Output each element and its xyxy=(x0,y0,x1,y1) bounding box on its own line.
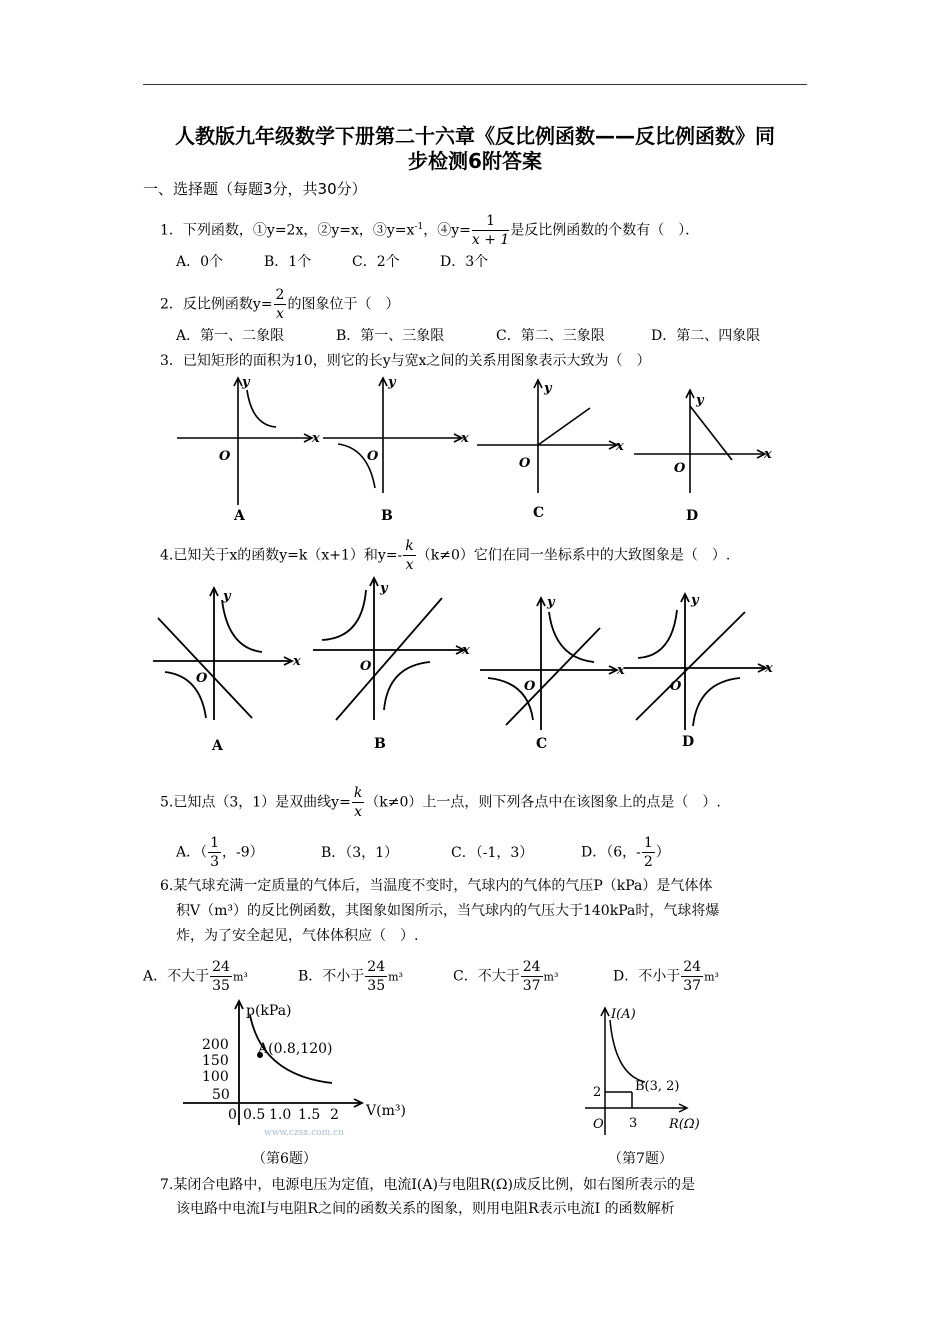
q6a-fraction xyxy=(210,958,232,995)
q7-origin: O xyxy=(593,1117,604,1132)
q5-frac-den: x xyxy=(354,804,362,820)
q4-frac-num: k xyxy=(405,538,414,554)
question-5 xyxy=(160,784,721,821)
q2-option-a: A．第一、二象限 xyxy=(176,328,285,344)
question-3: 3．已知矩形的面积为10，则它的长y与宽x之间的关系用图象表示大致为（ ） xyxy=(160,353,651,369)
q4d-line xyxy=(636,612,745,720)
q6c-pre: C．不大于 xyxy=(453,968,520,985)
q5-option-d xyxy=(581,834,670,871)
q5-options xyxy=(176,834,670,871)
q5-fraction xyxy=(352,784,364,821)
q2-end: 的图象位于（ ） xyxy=(287,296,400,313)
q4d-origin: O xyxy=(670,679,682,694)
q4b-curve-2 xyxy=(384,662,430,710)
q2-option-c: C．第二、三象限 xyxy=(496,328,605,344)
q5d-pre: D．（6，- xyxy=(581,844,641,861)
q4d-curve-1 xyxy=(638,610,677,658)
q6b-unit: m³ xyxy=(388,970,403,984)
q4c-y-label: y xyxy=(547,595,555,610)
q6d-pre: D．不小于 xyxy=(613,968,681,985)
q4b-y-label: y xyxy=(380,581,388,596)
q6-line-2: 积V（m³）的反比例函数，其图象如图所示，当气球内的气压大于140kPa时，气球将爆 xyxy=(176,903,720,919)
q6-y-label: p(kPa) xyxy=(246,1003,292,1019)
q6b-pre: B．不小于 xyxy=(298,968,365,985)
q7-caption: （第7题） xyxy=(608,1151,673,1167)
title-line-1: 人教版九年级数学下册第二十六章《反比例函数——反比例函数》同 xyxy=(175,124,775,148)
q4a-line xyxy=(158,618,252,718)
q4-graph-b xyxy=(313,578,464,720)
q7-ytick: 2 xyxy=(593,1085,602,1100)
q4-label-a: A xyxy=(212,738,223,754)
q7-line-1: 7.某闭合电路中，电源电压为定值，电流I(A)与电阻R(Ω)成反比例，如右图所表示的是 xyxy=(160,1177,695,1193)
q3d-x-label: x xyxy=(764,447,772,462)
q7-line-2: 该电路中电流I与电阻R之间的函数关系的图象，则用电阻R表示电流I 的函数解析 xyxy=(176,1201,675,1217)
q7-y-label: I(A) xyxy=(611,1007,636,1022)
q4d-y-label: y xyxy=(691,593,699,608)
q3-graph-c xyxy=(477,380,617,493)
q4-label-c: C xyxy=(536,736,548,752)
q3-label-d: D xyxy=(686,508,699,524)
q6-watermark: www.czsx.com.cn xyxy=(264,1128,344,1138)
q4c-origin: O xyxy=(524,679,536,694)
q2-options xyxy=(176,326,760,346)
q4a-curve-1 xyxy=(222,600,262,652)
q6b-fraction xyxy=(365,958,387,995)
q4d-x-label: x xyxy=(765,661,773,676)
q3a-curve xyxy=(247,390,276,427)
q6a-den: 35 xyxy=(212,978,230,994)
q1-option-d: D．3个 xyxy=(440,254,489,270)
q4d-curve-2 xyxy=(693,678,740,726)
q4-label-d: D xyxy=(682,734,695,750)
q4-fraction xyxy=(403,537,415,574)
q6-option-a xyxy=(143,958,298,995)
q7-graph xyxy=(585,1000,745,1140)
q5-option-b: B．（3，1） xyxy=(321,844,399,861)
q2-frac-den: x xyxy=(276,306,284,322)
q2-option-d: D．第二、四象限 xyxy=(651,328,761,344)
q6c-fraction xyxy=(521,958,543,995)
q3d-line xyxy=(690,406,732,460)
q6-x-label: V(m³) xyxy=(366,1103,406,1119)
q1-option-b: B．1个 xyxy=(264,254,312,270)
q4c-x-label: x xyxy=(617,663,625,678)
q7-xtick: 3 xyxy=(629,1116,638,1131)
q6-point-label: A(0.8,120) xyxy=(258,1041,333,1057)
q4-text: 4.已知关于x的函数y=k（x+1）和y=- xyxy=(160,547,403,564)
page-title xyxy=(143,124,807,174)
q6-caption: （第6题） xyxy=(252,1151,317,1167)
question-4 xyxy=(160,537,730,574)
q4-graph-d xyxy=(624,594,766,730)
q4c-curve-1 xyxy=(549,612,594,662)
q3c-line xyxy=(538,408,590,445)
q6b-num: 24 xyxy=(367,959,386,975)
q6-xtick-15: 1.5 xyxy=(298,1107,321,1123)
q2-text: 2．反比例函数y= xyxy=(160,296,273,313)
q4b-x-label: x xyxy=(462,643,470,658)
q2-frac-num: 2 xyxy=(275,287,285,303)
q3-graphs xyxy=(0,370,950,550)
q6-option-b xyxy=(298,958,453,995)
q5a-den: 3 xyxy=(210,854,220,870)
q4a-x-label: x xyxy=(293,654,301,669)
q4-label-b: B xyxy=(374,736,386,752)
q3-label-b: B xyxy=(381,508,393,524)
header-rule xyxy=(143,84,807,85)
q6-option-c xyxy=(453,958,613,995)
q6a-num: 24 xyxy=(212,959,230,975)
q6-ytick-200: 200 xyxy=(202,1037,229,1053)
q4c-line xyxy=(506,628,600,725)
q3c-origin: O xyxy=(519,456,531,471)
q6-graph xyxy=(180,995,450,1145)
q3d-y-label: y xyxy=(696,393,704,408)
q6d-num: 24 xyxy=(683,959,702,975)
q6-ytick-50: 50 xyxy=(212,1087,230,1103)
q5-text: 5.已知点（3，1）是双曲线y= xyxy=(160,794,351,811)
q2-option-b: B．第一、三象限 xyxy=(336,328,445,344)
q1-sup: -1 xyxy=(414,221,424,232)
question-1 xyxy=(160,212,699,249)
q7-curve xyxy=(610,1020,645,1082)
question-2 xyxy=(160,286,399,323)
q5d-den: 2 xyxy=(643,854,653,870)
q3b-x-label: x xyxy=(461,431,469,446)
q5-option-a xyxy=(176,834,321,871)
q4-end: （k≠0）它们在同一坐标系中的大致图象是（ ）. xyxy=(416,547,731,564)
q5-end: （k≠0）上一点，则下列各点中在该图象上的点是（ ）. xyxy=(365,794,721,811)
q6c-num: 24 xyxy=(522,959,541,975)
q3d-origin: O xyxy=(674,461,686,476)
q4b-origin: O xyxy=(360,659,372,674)
q3-graph-a xyxy=(177,378,312,505)
q4b-line xyxy=(336,598,442,720)
q4-graph-c xyxy=(480,598,617,730)
q4-graphs xyxy=(0,570,950,760)
q6d-fraction xyxy=(681,958,703,995)
q6-xtick-0: 0 xyxy=(228,1107,237,1123)
q6-option-d xyxy=(613,958,719,995)
q3-label-a: A xyxy=(234,508,245,524)
q7-point-label: B(3, 2) xyxy=(635,1079,680,1094)
q5d-post: ） xyxy=(655,844,670,861)
q4a-origin: O xyxy=(196,671,208,686)
q5a-fraction xyxy=(208,834,221,871)
q5d-num: 1 xyxy=(643,835,653,851)
q3a-y-label: y xyxy=(242,375,250,390)
q7-x-label: R(Ω) xyxy=(669,1117,700,1132)
q6-xtick-2: 2 xyxy=(330,1107,339,1123)
q4b-curve-1 xyxy=(322,590,366,640)
q3-label-c: C xyxy=(533,505,545,521)
q6-options xyxy=(143,958,719,995)
q1-text: 1．下列函数，①y=2x，②y=x，③y=x xyxy=(160,222,415,239)
q6-xtick-05: 0.5 xyxy=(243,1107,266,1123)
q5-option-c: C．（-1，3） xyxy=(451,844,534,861)
q1-options xyxy=(176,252,488,272)
q5-frac-num: k xyxy=(353,785,363,801)
q1-option-a: A．0个 xyxy=(176,254,224,270)
q3b-origin: O xyxy=(367,449,379,464)
q3c-x-label: x xyxy=(616,439,624,454)
q5a-post: ，-9） xyxy=(222,844,264,861)
q4-frac-den: x xyxy=(405,557,414,573)
q6b-den: 35 xyxy=(367,978,386,994)
q1-frac-den: x + 1 xyxy=(471,232,510,248)
q3b-y-label: y xyxy=(388,375,396,390)
q3a-origin: O xyxy=(219,449,231,464)
q1-option-c: C．2个 xyxy=(352,254,400,270)
q1-mid: ，④y= xyxy=(423,222,471,239)
q6-ytick-150: 150 xyxy=(202,1053,229,1069)
q5a-num: 1 xyxy=(210,835,220,851)
q1-fraction xyxy=(472,212,509,249)
q6d-unit: m³ xyxy=(704,970,719,984)
title-line-2: 步检测6附答案 xyxy=(408,149,542,173)
q6d-den: 37 xyxy=(683,978,702,994)
q6-ytick-100: 100 xyxy=(202,1069,229,1085)
q2-fraction xyxy=(274,286,287,323)
q6-line-1: 6.某气球充满一定质量的气体后，当温度不变时，气球内的气体的气压P（kPa）是气体体 xyxy=(160,878,713,894)
section-heading: 一、选择题（每题3分，共30分） xyxy=(143,180,367,198)
q3-graph-b xyxy=(323,378,462,493)
q1-frac-num: 1 xyxy=(472,212,509,231)
q3c-y-label: y xyxy=(544,381,552,396)
q4a-y-label: y xyxy=(223,589,231,604)
q6a-unit: m³ xyxy=(232,970,248,984)
q5a-pre: A．（ xyxy=(176,844,208,861)
q6-line-3: 炸，为了安全起见，气体体积应（ ）. xyxy=(176,928,419,944)
q1-end: 是反比例函数的个数有（ ）． xyxy=(510,222,700,239)
q6a-pre: A．不大于 xyxy=(143,968,210,985)
q5d-fraction xyxy=(642,834,655,871)
q6c-unit: m³ xyxy=(543,970,559,984)
q4-graph-a xyxy=(153,588,292,720)
q3a-x-label: x xyxy=(312,431,320,446)
q6c-den: 37 xyxy=(522,978,541,994)
q6-xtick-10: 1.0 xyxy=(269,1107,292,1123)
